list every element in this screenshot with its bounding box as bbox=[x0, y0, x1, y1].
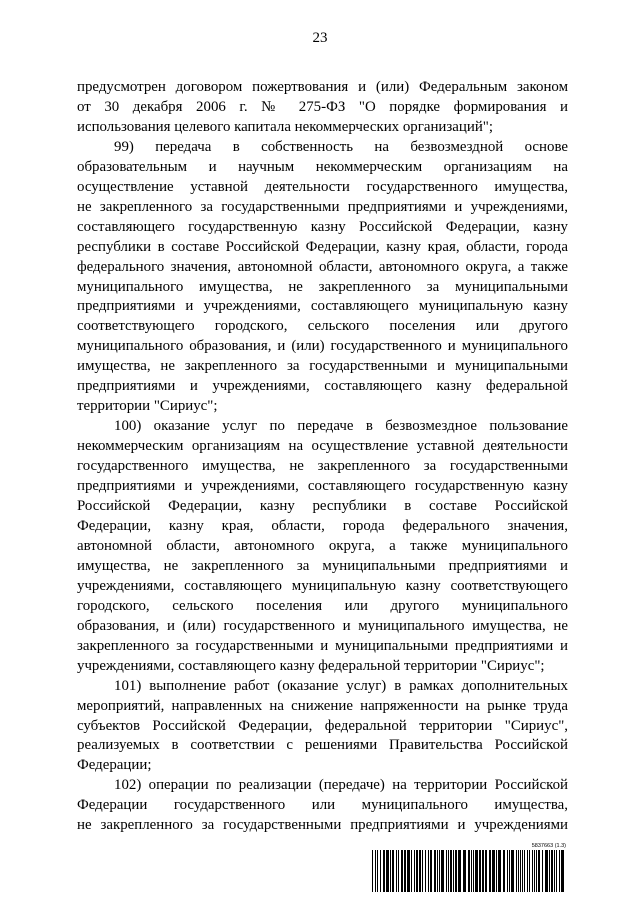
text-line: составляющего государственную казну Российской Федерации, казну bbox=[77, 218, 568, 235]
text-line: учреждениями, составляющего казну федеральной территории "Сириус"; bbox=[77, 657, 545, 674]
barcode-bar bbox=[441, 850, 444, 892]
text-line: реализуемых в соответствии с решениями Правительства Российской bbox=[77, 737, 568, 754]
text-line: 100) оказание услуг по передаче в безвозмездное пользование bbox=[114, 418, 568, 435]
barcode-bar bbox=[551, 850, 553, 892]
text-line: не закрепленного за государственными предприятиями и учреждениями bbox=[77, 817, 568, 834]
text-line: территории "Сириус"; bbox=[77, 398, 218, 415]
barcode-bar bbox=[522, 850, 523, 892]
barcode-bar bbox=[437, 850, 438, 892]
barcode-bar bbox=[398, 850, 399, 892]
barcode-bar bbox=[411, 850, 412, 892]
text-line: Федерации государственного или муниципального имущества, bbox=[77, 797, 568, 814]
barcode-bar bbox=[516, 850, 517, 892]
text-line: городского, сельского поселения или другого муниципального bbox=[77, 597, 568, 614]
text-line: некоммерческим организациям на осуществление уставной деятельности bbox=[77, 438, 568, 455]
barcode-bar bbox=[549, 850, 550, 892]
barcode-bar bbox=[416, 850, 418, 892]
barcode-bar bbox=[518, 850, 519, 892]
text-line: 101) выполнение работ (оказание услуг) в рамках дополнительных bbox=[114, 677, 568, 694]
barcode-bar bbox=[527, 850, 528, 892]
barcode-bar bbox=[532, 850, 533, 892]
barcode-bar bbox=[538, 850, 540, 892]
barcode-bar bbox=[559, 850, 560, 892]
barcode-bar bbox=[556, 850, 557, 892]
barcode-bar bbox=[446, 850, 447, 892]
barcode-bar bbox=[396, 850, 397, 892]
text-line: 102) операции по реализации (передаче) на территории Российской bbox=[114, 777, 568, 794]
barcode-bar bbox=[524, 850, 525, 892]
barcode-bar bbox=[450, 850, 452, 892]
text-line: Российской Федерации, казну республики в составе Российской bbox=[77, 498, 568, 515]
text-line: имущества, не закрепленного за муниципальными предприятиями и bbox=[77, 557, 568, 574]
document-body bbox=[77, 78, 568, 836]
barcode-bar bbox=[545, 850, 548, 892]
barcode-bar bbox=[482, 850, 484, 892]
barcode-bar bbox=[511, 850, 514, 892]
barcode-bar bbox=[439, 850, 440, 892]
text-line: предприятиями и учреждениями, составляющего казну федеральной bbox=[77, 378, 568, 395]
barcode-bar bbox=[453, 850, 454, 892]
barcode-bar bbox=[434, 850, 436, 892]
barcode-bar bbox=[377, 850, 378, 892]
barcode-bar bbox=[414, 850, 415, 892]
text-line: Федерации, казну края, области, города федерального значения, bbox=[77, 517, 568, 534]
text-line: осуществление уставной деятельности государственного имущества, bbox=[77, 178, 568, 195]
barcode-bar bbox=[455, 850, 457, 892]
text-line: субъектов Российской Федерации, федеральной территории "Сириус", bbox=[77, 717, 568, 734]
barcode-bar bbox=[404, 850, 406, 892]
text-line: образования, и (или) государственного и муниципального имущества, не bbox=[77, 617, 568, 634]
barcode-bar bbox=[509, 850, 510, 892]
barcode-bar bbox=[468, 850, 470, 892]
barcode-bar bbox=[496, 850, 497, 892]
text-line: муниципального образования, и (или) государственного и муниципального bbox=[77, 338, 568, 355]
text-line: федерального значения, автономной области, автономного округа, а также bbox=[77, 258, 568, 275]
text-line: соответствующего городского, сельского поселения или другого bbox=[77, 318, 568, 335]
text-line: государственного имущества, не закрепленного за государственными bbox=[77, 458, 568, 475]
barcode-bar bbox=[422, 850, 423, 892]
barcode-bar bbox=[375, 850, 376, 892]
text-line: 99) передача в собственность на безвозмездной основе bbox=[114, 138, 568, 155]
barcode-bar bbox=[473, 850, 474, 892]
barcode-bar bbox=[536, 850, 537, 892]
barcode-bar bbox=[471, 850, 472, 892]
barcode-bar bbox=[407, 850, 410, 892]
text-line: не закрепленного за государственными предприятиями и учреждениями, bbox=[77, 198, 568, 215]
barcode-bar bbox=[479, 850, 481, 892]
barcode-bar bbox=[419, 850, 421, 892]
barcode-bar bbox=[520, 850, 521, 892]
text-line: предприятиями и учреждениями, составляющего муниципальную казну bbox=[77, 298, 568, 315]
barcode-bar bbox=[561, 850, 564, 892]
page-number: 23 bbox=[312, 30, 328, 46]
text-line: учреждениями, составляющего муниципальную казну соответствующего bbox=[77, 577, 568, 594]
barcode-bar bbox=[425, 850, 426, 892]
barcode-bar bbox=[448, 850, 449, 892]
text-line: предусмотрен договором пожертвования и (или) Федеральным законом bbox=[77, 79, 568, 95]
barcode-bar bbox=[430, 850, 432, 892]
barcode-bar bbox=[498, 850, 501, 892]
text-line: автономной области, автономного округа, а также муниципального bbox=[77, 537, 568, 554]
barcode-bar bbox=[475, 850, 478, 892]
barcode-bar bbox=[401, 850, 403, 892]
barcode-bar bbox=[485, 850, 487, 892]
text-line: республики в составе Российской Федерации, казну края, области, города bbox=[77, 238, 568, 255]
barcode-bar bbox=[386, 850, 389, 892]
barcode-bar bbox=[492, 850, 495, 892]
barcode-bar bbox=[428, 850, 429, 892]
text-line: образовательным и научным некоммерческим организациям на bbox=[77, 158, 568, 175]
barcode-block bbox=[370, 843, 570, 892]
text-line: Федерации; bbox=[77, 757, 152, 774]
barcode-caption: 5837663 (1.3) bbox=[531, 843, 566, 849]
text-line: использования целевого капитала некоммерческих организаций"; bbox=[77, 118, 494, 135]
barcode-bar bbox=[390, 850, 391, 892]
text-line: предприятиями и учреждениями, составляющего государственную казну bbox=[77, 478, 568, 495]
barcode-icon bbox=[370, 850, 570, 892]
barcode-bar bbox=[529, 850, 530, 892]
text-line: имущества, не закрепленного за государственными и муниципальными bbox=[77, 358, 568, 375]
barcode-bar bbox=[380, 850, 381, 892]
barcode-bar bbox=[383, 850, 385, 892]
barcode-bar bbox=[458, 850, 461, 892]
barcode-bar bbox=[542, 850, 543, 892]
text-line: мероприятий, направленных на снижение напряженности на рынке труда bbox=[77, 697, 568, 714]
text-line: закрепленного за государственными и муниципальными предприятиями и bbox=[77, 637, 568, 654]
barcode-bar bbox=[372, 850, 373, 892]
barcode-bar bbox=[507, 850, 508, 892]
barcode-bar bbox=[534, 850, 535, 892]
barcode-bar bbox=[503, 850, 505, 892]
barcode-bar bbox=[392, 850, 394, 892]
text-line: от 30 декабря 2006 г. № 275-ФЗ "О порядке формирования и bbox=[77, 98, 568, 115]
barcode-bar bbox=[489, 850, 491, 892]
barcode-bar bbox=[554, 850, 555, 892]
text-line: муниципального имущества, не закрепленного за муниципальными bbox=[77, 278, 568, 295]
barcode-bar bbox=[463, 850, 466, 892]
